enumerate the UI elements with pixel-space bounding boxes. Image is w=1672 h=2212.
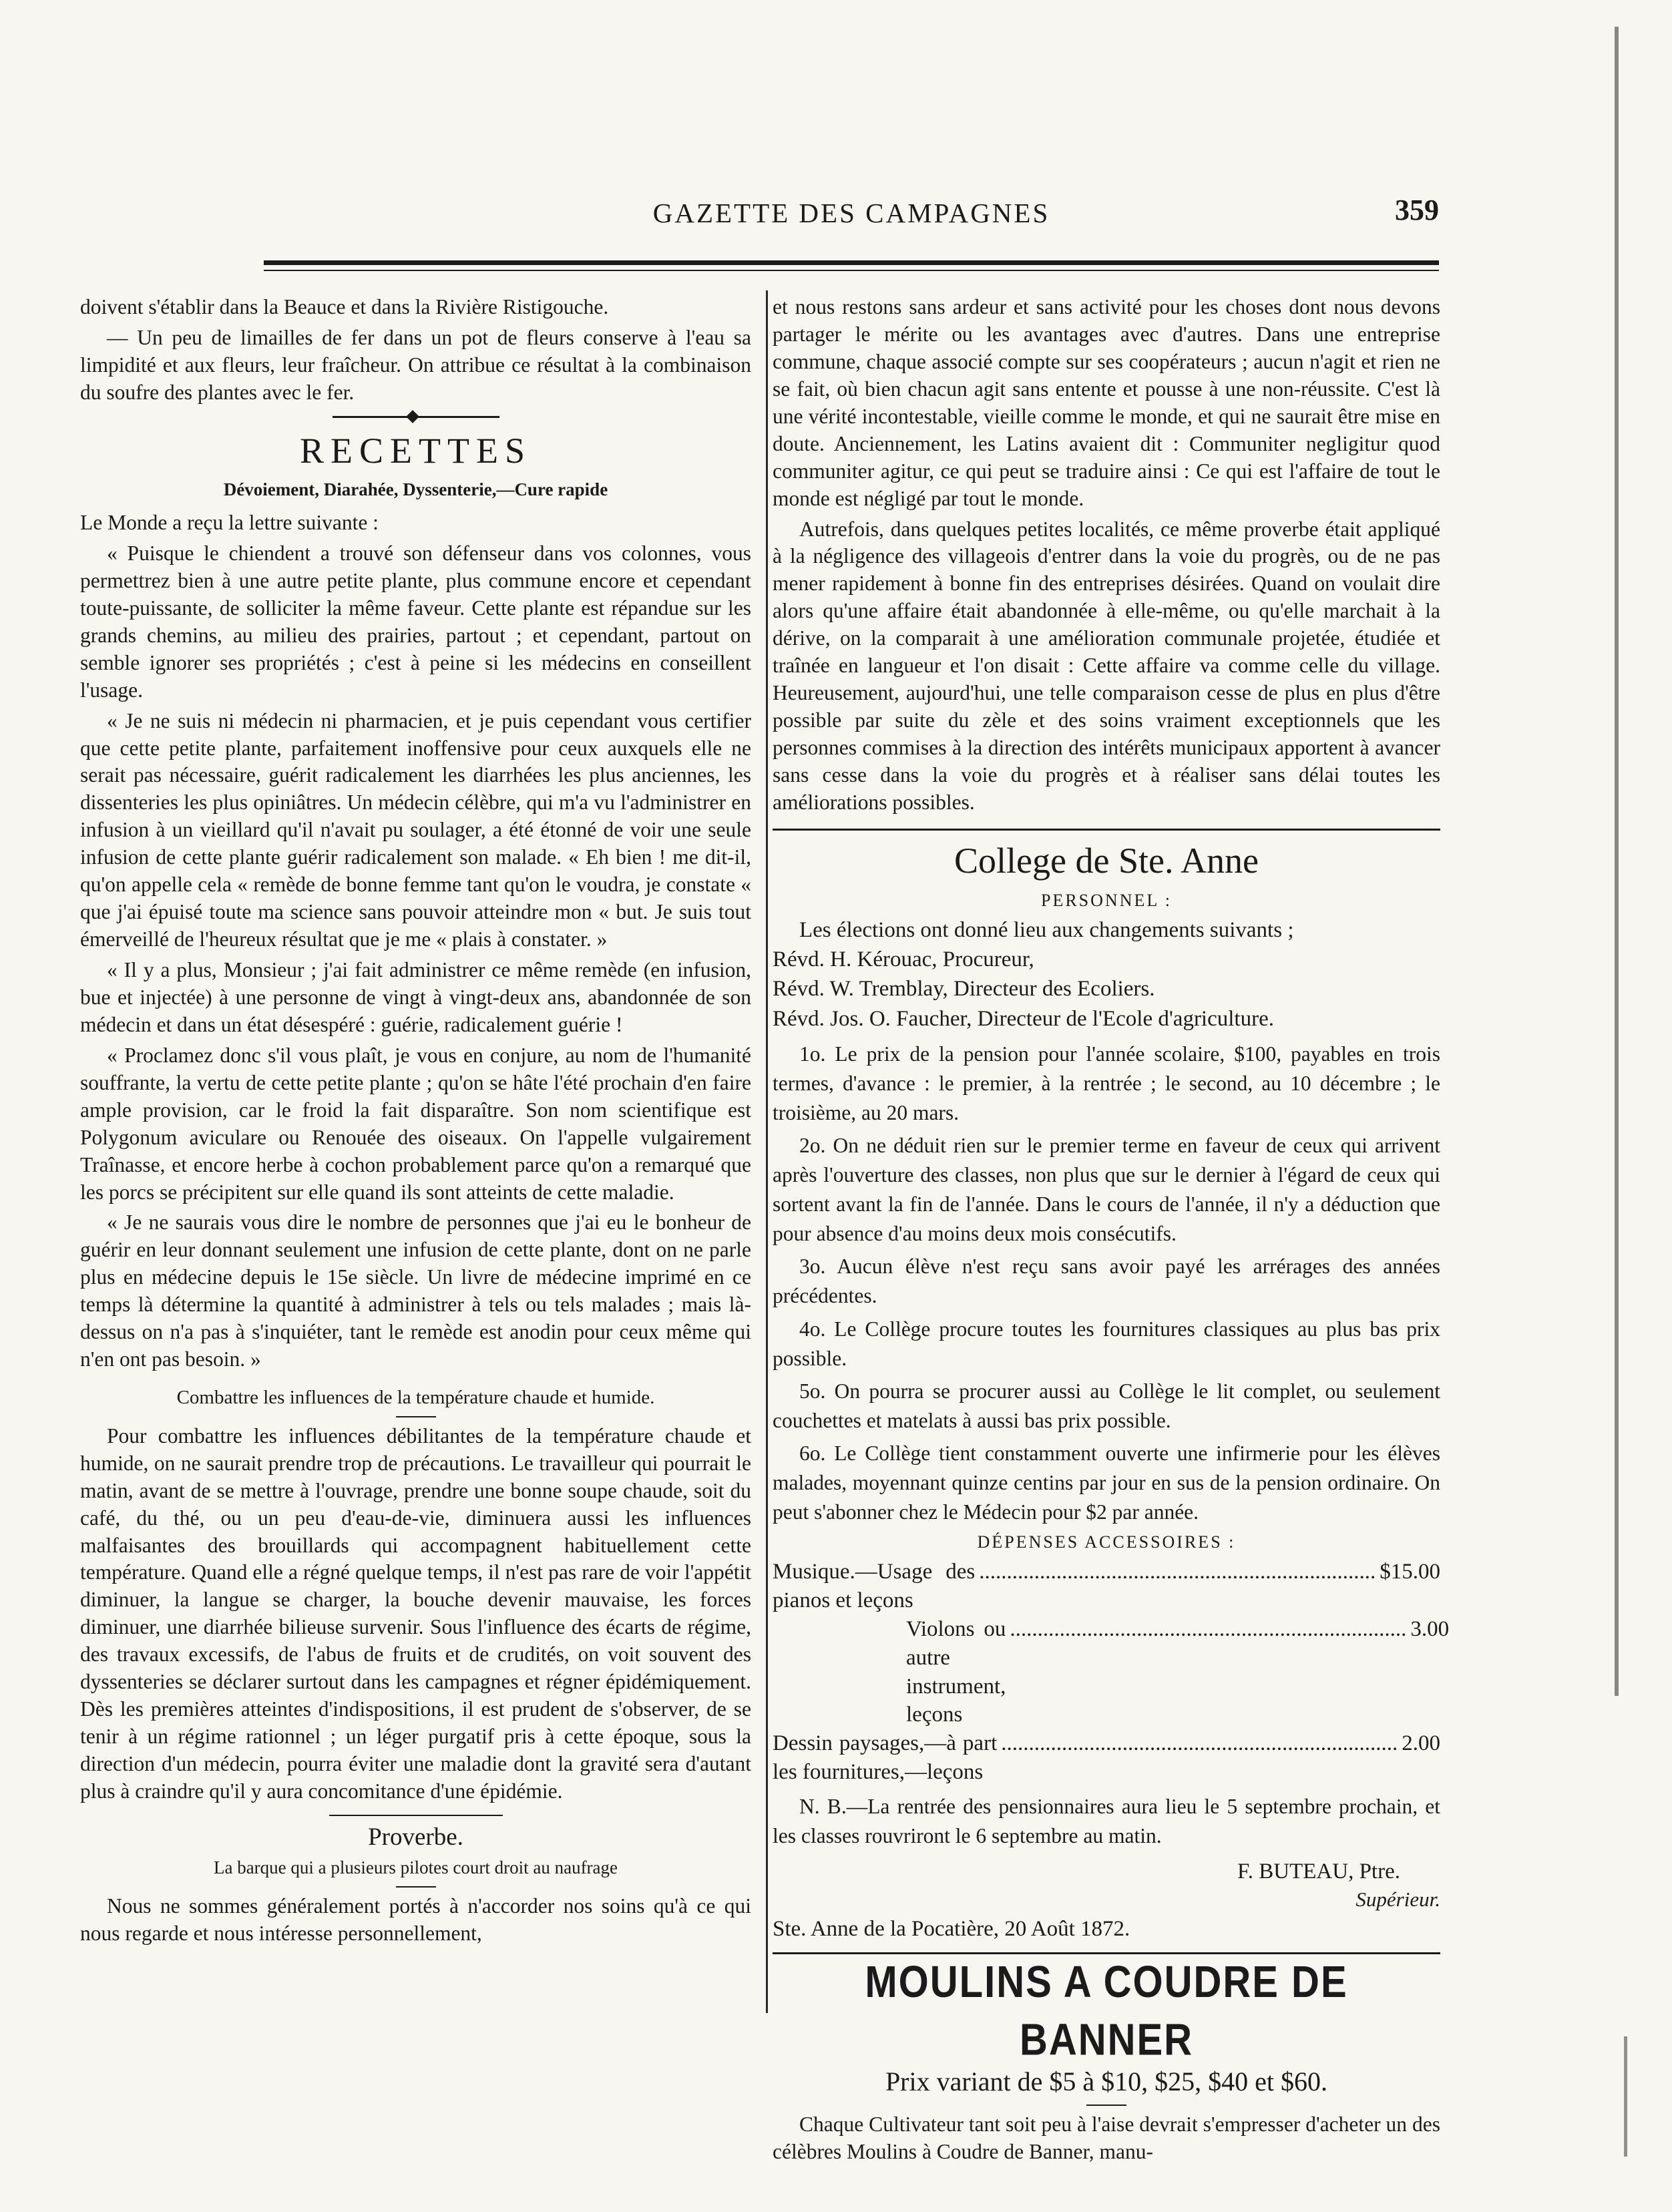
fee-label: Musique.—Usage des pianos et leçons [773,1560,976,1612]
recettes-subheading: Dévoiement, Diarahée, Dyssenterie,—Cure rapide [223,479,608,499]
fee-amount: $15.00 [1380,1560,1440,1584]
section-separator [333,416,499,418]
fee-label: Violons ou autre instrument, leçons [906,1616,1006,1727]
short-rule [396,1416,436,1417]
margin-scan-mark [1615,27,1619,1696]
signature: F. BUTEAU, Ptre. [1237,1859,1400,1884]
fee-amount: 2.00 [1402,1731,1440,1756]
fee-row: Musique.—Usage des pianos et leçons ........................................................................ $15.00 [773,1558,1440,1615]
ad-paragraph: Chaque Cultivateur tant soit peu à l'aise devrait s'empresser d'acheter un des célèbres Moulins à Coudre de Banner, manu- [773,2113,1440,2164]
fee-amount: 3.00 [1410,1616,1450,1641]
right-column [773,294,1450,2169]
left-column [80,294,751,1951]
intro-paragraph: doivent s'établir dans la Beauce et dans la Rivière Ristigouche. [80,295,609,318]
place-date: Ste. Anne de la Pocatière, 20 Août 1872. [773,1916,1130,1941]
section-rule [773,829,1440,831]
article-paragraph: « Je ne saurais vous dire le nombre de personnes que j'ai eu le bonheur de guérir en leur donnant seulement une infusion de cette plante, dont on ne parle plus en médecine depuis le 15e siècle. Un livre de médecine imprimé en ce temps là détermine la quantité à administrer à tels ou tels malades ; mais là-dessus on n'a pas à s'inquiéter, tant le remède est anodin pour ceux même qui n'en ont pas besoin. » [80,1210,751,1371]
rule-item: 1o. Le prix de la pension pour l'année scolaire, $100, payables en trois termes, d'avance : le premier, à la rentrée ; le second, au 10 décembre ; le troisième, au 20 mars. [773,1042,1440,1124]
short-rule [396,1886,436,1888]
fee-row: Violons ou autre instrument, leçons ........................................................................ 3.00 [773,1615,1440,1730]
ad-heading: MOULINS A COUDRE DE BANNER [865,1957,1348,2066]
staff-item: Révd. H. Kérouac, Procureur, [773,947,1034,972]
combattre-heading: Combattre les influences de la température chaude et humide. [176,1387,655,1409]
article-paragraph: Nous ne sommes généralement portés à n'accorder nos soins qu'à ce qui nous regarde et nous intéresse personnellement, [80,1894,751,1946]
elections-line: Les élections ont donné lieu aux changements suivants ; [799,917,1294,942]
article-paragraph: « Je ne suis ni médecin ni pharmacien, et je puis cependant vous certifier que cette petite plante, parfaitement inoffensive pour ceux auxquels elle ne serait pas nécessaire, guérit radicalement les diarrhées les plus anciennes, les dissenteries les plus opiniâtres. Un médecin célèbre, qui m'a vu l'administrer en infusion à un vieillard qu'il n'avait pu soulager, a été étonné de voir une seule infusion de cette plante guérir radicalement son malade. « Eh bien ! me dit-il, qu'on appelle cela « remède de bonne femme tant qu'on le voudra, je constate « que j'ai épuisé toute ma science sans pouvoir atteindre mon « but. Je suis tout émerveillé de l'heureux résultat que je me « plais à constater. » [80,708,751,951]
article-paragraph: Autrefois, dans quelques petites localités, ce même proverbe était appliqué à la négligence des villageois d'entrer dans la voie du progrès, ou de ne pas mener rapidement à bonne fin des entreprises désirées. Quand on voulait dire alors qu'une affaire était abandonnée à elle-même, ou qu'elle marchait à la dérive, on la comparait à une amélioration communale projetée, étudiée et traînée en langueur et l'on disait : Cette affaire va comme celle du village. Heureusement, aujourd'hui, une telle comparaison cesse de plus en plus d'être possible par suite du zèle et des soins vraiment exceptionnels que les personnes commises à la direction des intérêts municipaux apportent à avancer sans cesse dans la voie du progrès et à réaliser sans délai toutes les améliorations possibles. [773,517,1440,814]
margin-scan-mark [1624,2036,1627,2157]
fees-table [773,1558,1450,1787]
proverbe-subheading: La barque qui a plusieurs pilotes court droit au naufrage [213,1857,618,1877]
intro-paragraph: — Un peu de limailles de fer dans un pot de fleurs conserve à l'eau sa limpidité et aux fleurs, leur fraîcheur. On attribue ce résultat à la combinaison du soufre des plantes avec le fer. [80,325,751,404]
article-paragraph: « Puisque le chiendent a trouvé son défenseur dans vos colonnes, vous permettrez bien à une autre petite plante, plus commune encore et cependant toute-puissante, de solliciter la même faveur. Cette plante est répandue sur les grands chemins, au milieu des prairies, partout ; et cependant, partout on semble ignorer ses propriétés ; c'est à peine si les médecins en conseillent l'usage. [80,541,751,702]
ad-subheading: Prix variant de $5 à $10, $25, $40 et $60. [885,2066,1328,2097]
header-rule-thin [264,270,1439,271]
depenses-label: DÉPENSES ACCESSOIRES : [977,1532,1236,1552]
page-title: GAZETTE DES CAMPAGNES [652,198,1050,228]
college-heading: College de Ste. Anne [954,840,1259,881]
column-divider [766,290,768,2013]
page-number: 359 [1395,194,1439,226]
rule-item: 4o. Le Collège procure toutes les fournitures classiques au plus bas prix possible. [773,1317,1440,1370]
signature-title: Supérieur. [1355,1888,1440,1912]
rule-item: 2o. On ne déduit rien sur le premier terme en faveur de ceux qui arrivent après l'ouverture des classes, non plus que sur le dernier à l'égard de ceux qui sortent avant la fin de l'année. Dans le cours de l'année, il n'y a déduction que pour absence d'au moins deux mois consécutifs. [773,1134,1440,1246]
article-paragraph: et nous restons sans ardeur et sans activité pour les choses dont nous devons partager le mérite ou les avantages avec d'autres. Dans une entreprise commune, chaque associé compte sur ses coopérateurs ; aucun n'agit et rien ne se fait, où bien chacun agit sans entente et pousse à une non-réussite. C'est là une vérité incontestable, vieille comme le monde, et qui ne saurait être mise en doute. Anciennement, les Latins avaient dit : Communiter negligitur quod communiter agitur, ce qui peut se traduire ainsi : Ce qui est l'affaire de tout le monde est négligé par tout le monde. [773,295,1440,510]
page-header [264,190,1439,244]
rule-item: 6o. Le Collège tient constamment ouverte une infirmerie pour les élèves malades, moyennant quinze centins par jour en sus de la pension ordinaire. On peut s'abonner chez le Médecin pour $2 par année. [773,1441,1440,1524]
recettes-heading: RECETTES [300,430,532,471]
personnel-label: PERSONNEL : [1041,891,1172,910]
article-paragraph: Pour combattre les influences débilitantes de la température chaude et humide, on ne saurait prendre trop de précautions. Le travailleur qui pourrait le matin, avant de se mettre à l'ouvrage, prendre une bonne soupe chaude, soit du café, du thé, ou un peu d'eau-de-vie, diminuera aussi les influences malfaisantes des brouillards qui accompagnent habituellement cette température. Quand elle a régné quelque temps, il n'est pas rare de voir l'appétit diminuer, la langue se charger, la bouche devenir mauvaise, les forces diminuer, une diarrhée bilieuse survenir. Sous l'influence des écarts de régime, des travaux excessifs, de l'abus de fruits et de crudités, on voit souvent des dyssenteries se déclarer surtout dans les campagnes et régner épidémiquement. Dès les premières atteintes d'indispositions, il est prudent de s'observer, de se tenir à un régime rationnel ; un léger purgatif pris à cette époque, sous la direction d'un médecin, pourra éviter une maladie dont la gravité sera d'autant plus à craindre qu'il y aura concomitance d'une épidémie. [80,1423,751,1803]
short-rule [1086,2105,1126,2106]
short-rule [329,1815,503,1816]
rules-list [773,1040,1440,1528]
fee-label: Dessin paysages,—à part les fournitures,—leçons [773,1731,998,1785]
article-paragraph: « Il y a plus, Monsieur ; j'ai fait administrer ce même remède (en infusion, bue et injectée) à une personne de vingt à vingt-deux ans, abandonnée de son médecin et dans un état désespéré : guérie, radicalement guérie ! [80,958,751,1036]
article-paragraph: « Proclamez donc s'il vous plaît, je vous en conjure, au nom de l'humanité souffrante, la vertu de cette petite plante ; qu'on se hâte l'été prochain d'en faire ample provision, car le froid la fait disparaître. Son nom scientifique est Polygonum aviculare ou Renouée des oiseaux. On l'appelle vulgairement Traînasse, et encore herbe à cochon probablement parce qu'on a remarqué que les porcs se précipitent sur elle quand ils sont atteints de cette maladie. [80,1043,751,1204]
rule-item: 3o. Aucun élève n'est reçu sans avoir payé les arrérages des années précédentes. [773,1255,1440,1308]
staff-item: Révd. Jos. O. Faucher, Directeur de l'Ecole d'agriculture. [773,1006,1274,1031]
staff-item: Révd. W. Tremblay, Directeur des Ecoliers. [773,977,1155,1002]
proverbe-heading: Proverbe. [368,1823,463,1851]
article-paragraph: Le Monde a reçu la lettre suivante : [80,511,379,535]
header-rule [264,260,1439,265]
nb-paragraph: N. B.—La rentrée des pensionnaires aura lieu le 5 septembre prochain, et les classes rouvriront le 6 septembre au matin. [773,1795,1440,1848]
fee-row: Dessin paysages,—à part les fournitures,—leçons ........................................................................ 2.00 [773,1729,1440,1787]
rule-item: 5o. On pourra se procurer aussi au Collège le lit complet, ou seulement couchettes et matelats à aussi bas prix possible. [773,1379,1440,1432]
staff-list [773,916,1440,1033]
